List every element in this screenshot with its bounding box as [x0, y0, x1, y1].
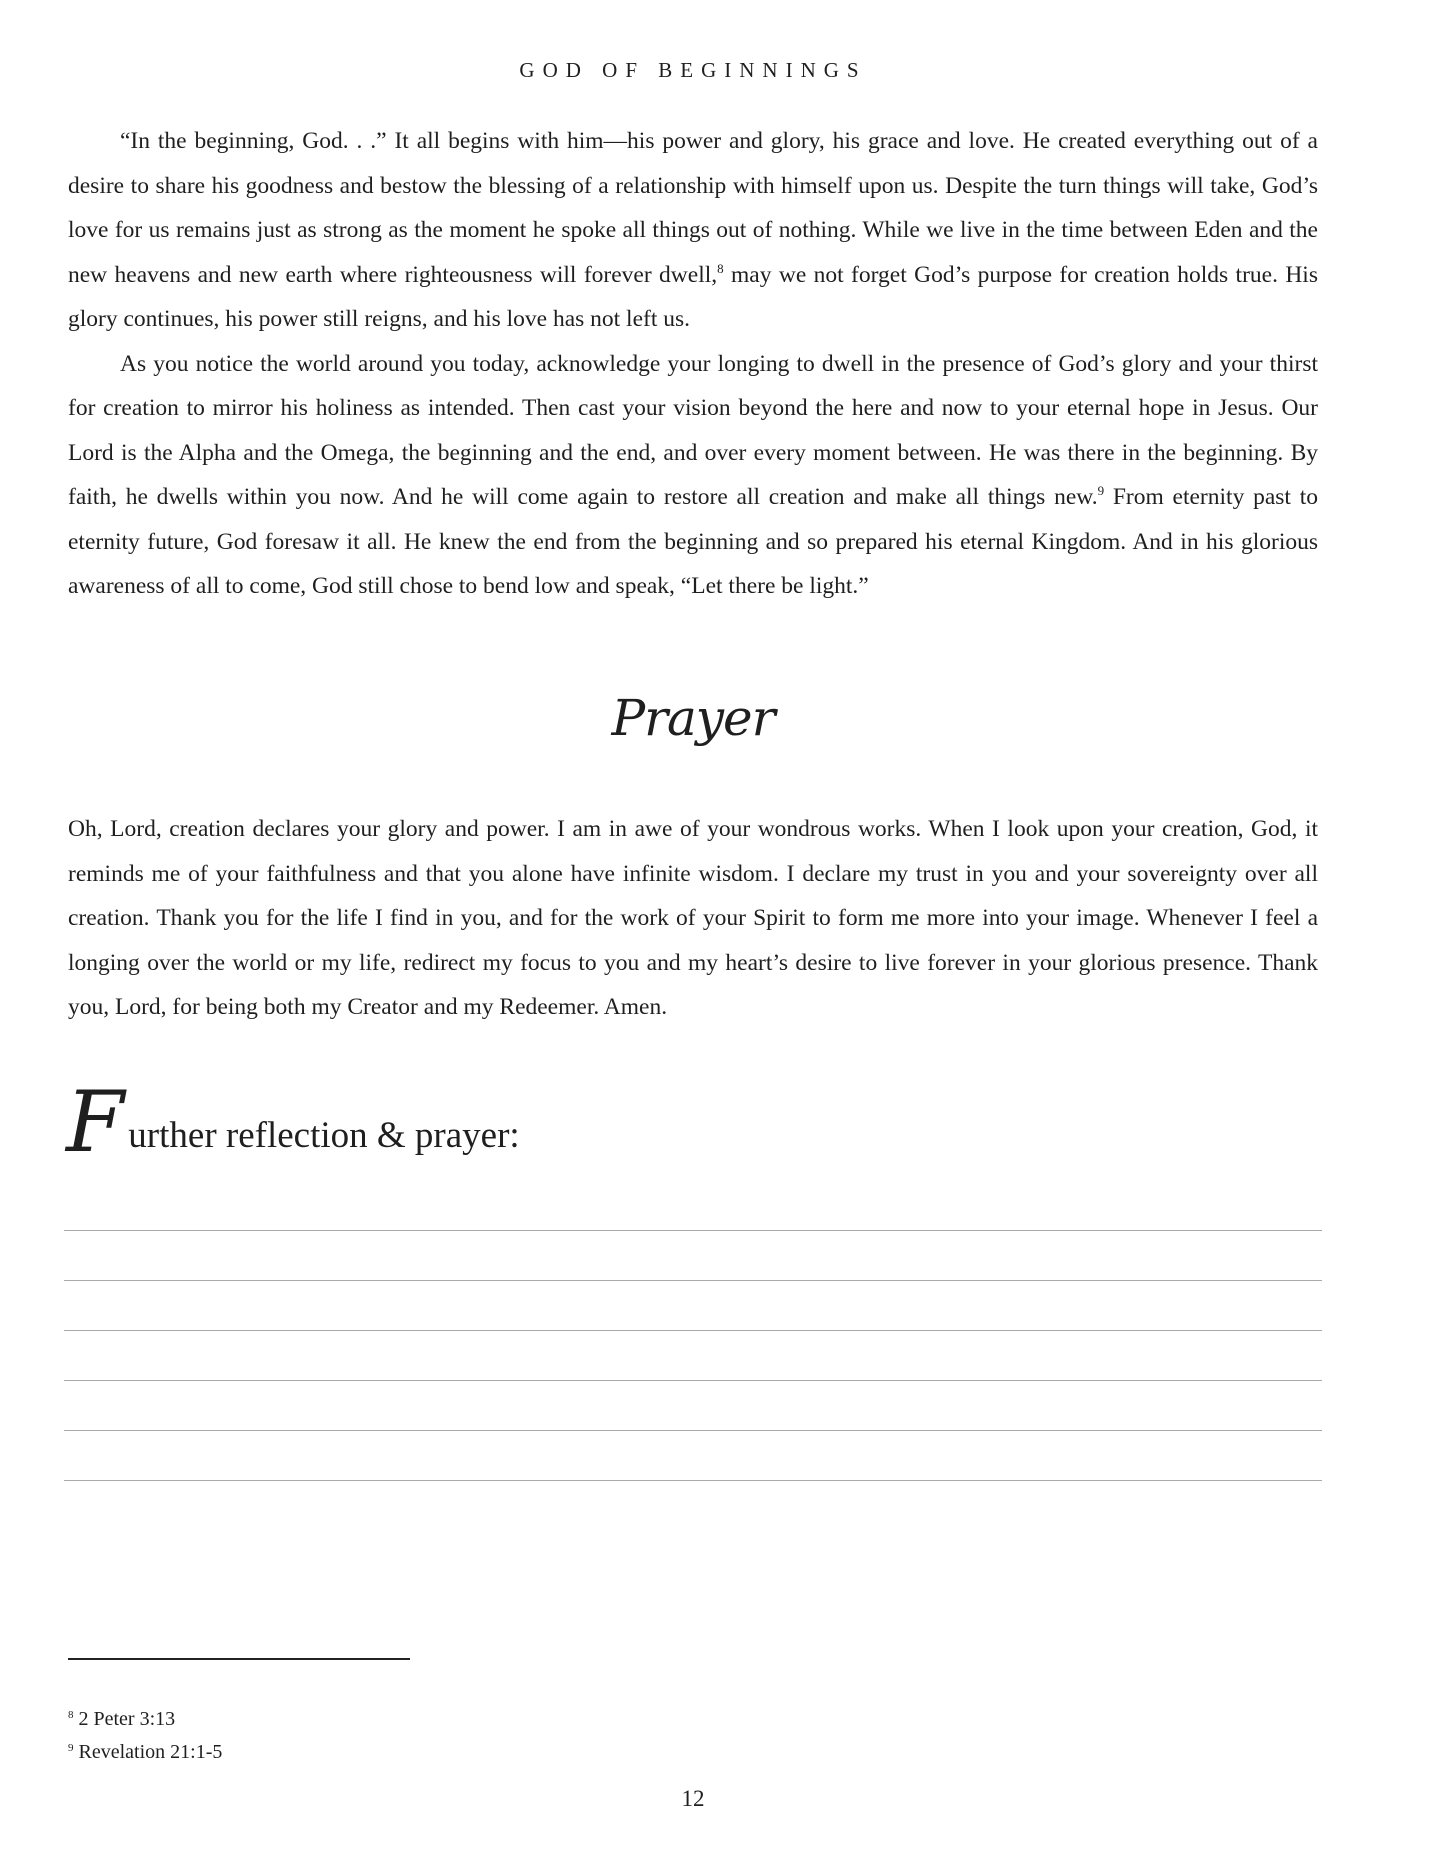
paragraph-1-text-b: may we not forget God’s purpose for creation holds true. His glory continues, his power still reigns, and his love has not left us. [68, 261, 1318, 332]
writing-line[interactable] [64, 1330, 1322, 1380]
running-head: GOD OF BEGINNINGS [519, 58, 867, 82]
page-number: 12 [681, 1786, 705, 1811]
reflection-drop-initial: F [66, 1073, 125, 1171]
prayer-body [68, 807, 1318, 1030]
footnote-number: 9 [68, 1742, 74, 1754]
writing-line[interactable] [64, 1430, 1322, 1480]
footnote-ref-8[interactable]: 8 [717, 260, 724, 276]
footnote-8 [68, 1703, 222, 1736]
devotional-body [68, 119, 1318, 609]
footnote-text: 2 Peter 3:13 [78, 1708, 176, 1730]
paragraph-2-text-b: From eternity past to eternity future, God foresaw it all. He knew the end from the beginning and so prepared his eternal Kingdom. And in his glorious awareness of all to come, God still chose to bend low and speak, “Let there be light.” [68, 484, 1318, 599]
writing-line[interactable] [64, 1480, 1322, 1530]
paragraph-1 [68, 119, 1318, 342]
writing-line[interactable] [64, 1280, 1322, 1330]
writing-lines[interactable] [64, 1230, 1322, 1530]
footnote-number: 8 [68, 1709, 74, 1721]
reflection-heading [66, 1073, 520, 1171]
paragraph-1-text-a: “In the beginning, God. . .” It all begins with him—his power and glory, his grace and love. He created everything out of a desire to share his goodness and bestow the blessing of a relationship with himself upon us. Despite the turn things will take, God’s love for us remains just as strong as the moment he spoke all things out of nothing. While we live in the time between Eden and the new heavens and new earth where righteousness will forever dwell, [68, 128, 1318, 288]
paragraph-2-text-a: As you notice the world around you today, acknowledge your longing to dwell in the presence of God’s glory and your thirst for creation to mirror his holiness as intended. Then cast your vision beyond the here and now to your eternal hope in Jesus. Our Lord is the Alpha and the Omega, the beginning and the end, and over every moment between. He was there in the beginning. By faith, he dwells within you now. And he will come again to restore all creation and make all things new. [68, 350, 1318, 510]
writing-line[interactable] [64, 1380, 1322, 1430]
prayer-heading: Prayer [611, 689, 775, 747]
prayer-text: Oh, Lord, creation declares your glory and power. I am in awe of your wondrous works. When I look upon your creation, God, it reminds me of your faithfulness and that you alone have infinite wisdom. I declare my trust in you and your sovereignty over all creation. Thank you for the life I find in you, and for the work of your Spirit to form me more into your image. Whenever I feel a longing over the world or my life, redirect my focus to you and my heart’s desire to live forever in your glorious presence. Thank you, Lord, for being both my Creator and my Redeemer. Amen. [68, 816, 1318, 1020]
paragraph-2 [68, 342, 1318, 609]
footnotes [68, 1703, 222, 1769]
footnote-divider [68, 1658, 410, 1660]
writing-line[interactable] [64, 1230, 1322, 1280]
footnote-text: Revelation 21:1-5 [78, 1741, 223, 1763]
footnote-ref-9[interactable]: 9 [1097, 483, 1105, 498]
footnote-9 [68, 1736, 222, 1769]
reflection-heading-text: urther reflection & prayer: [128, 1115, 520, 1156]
